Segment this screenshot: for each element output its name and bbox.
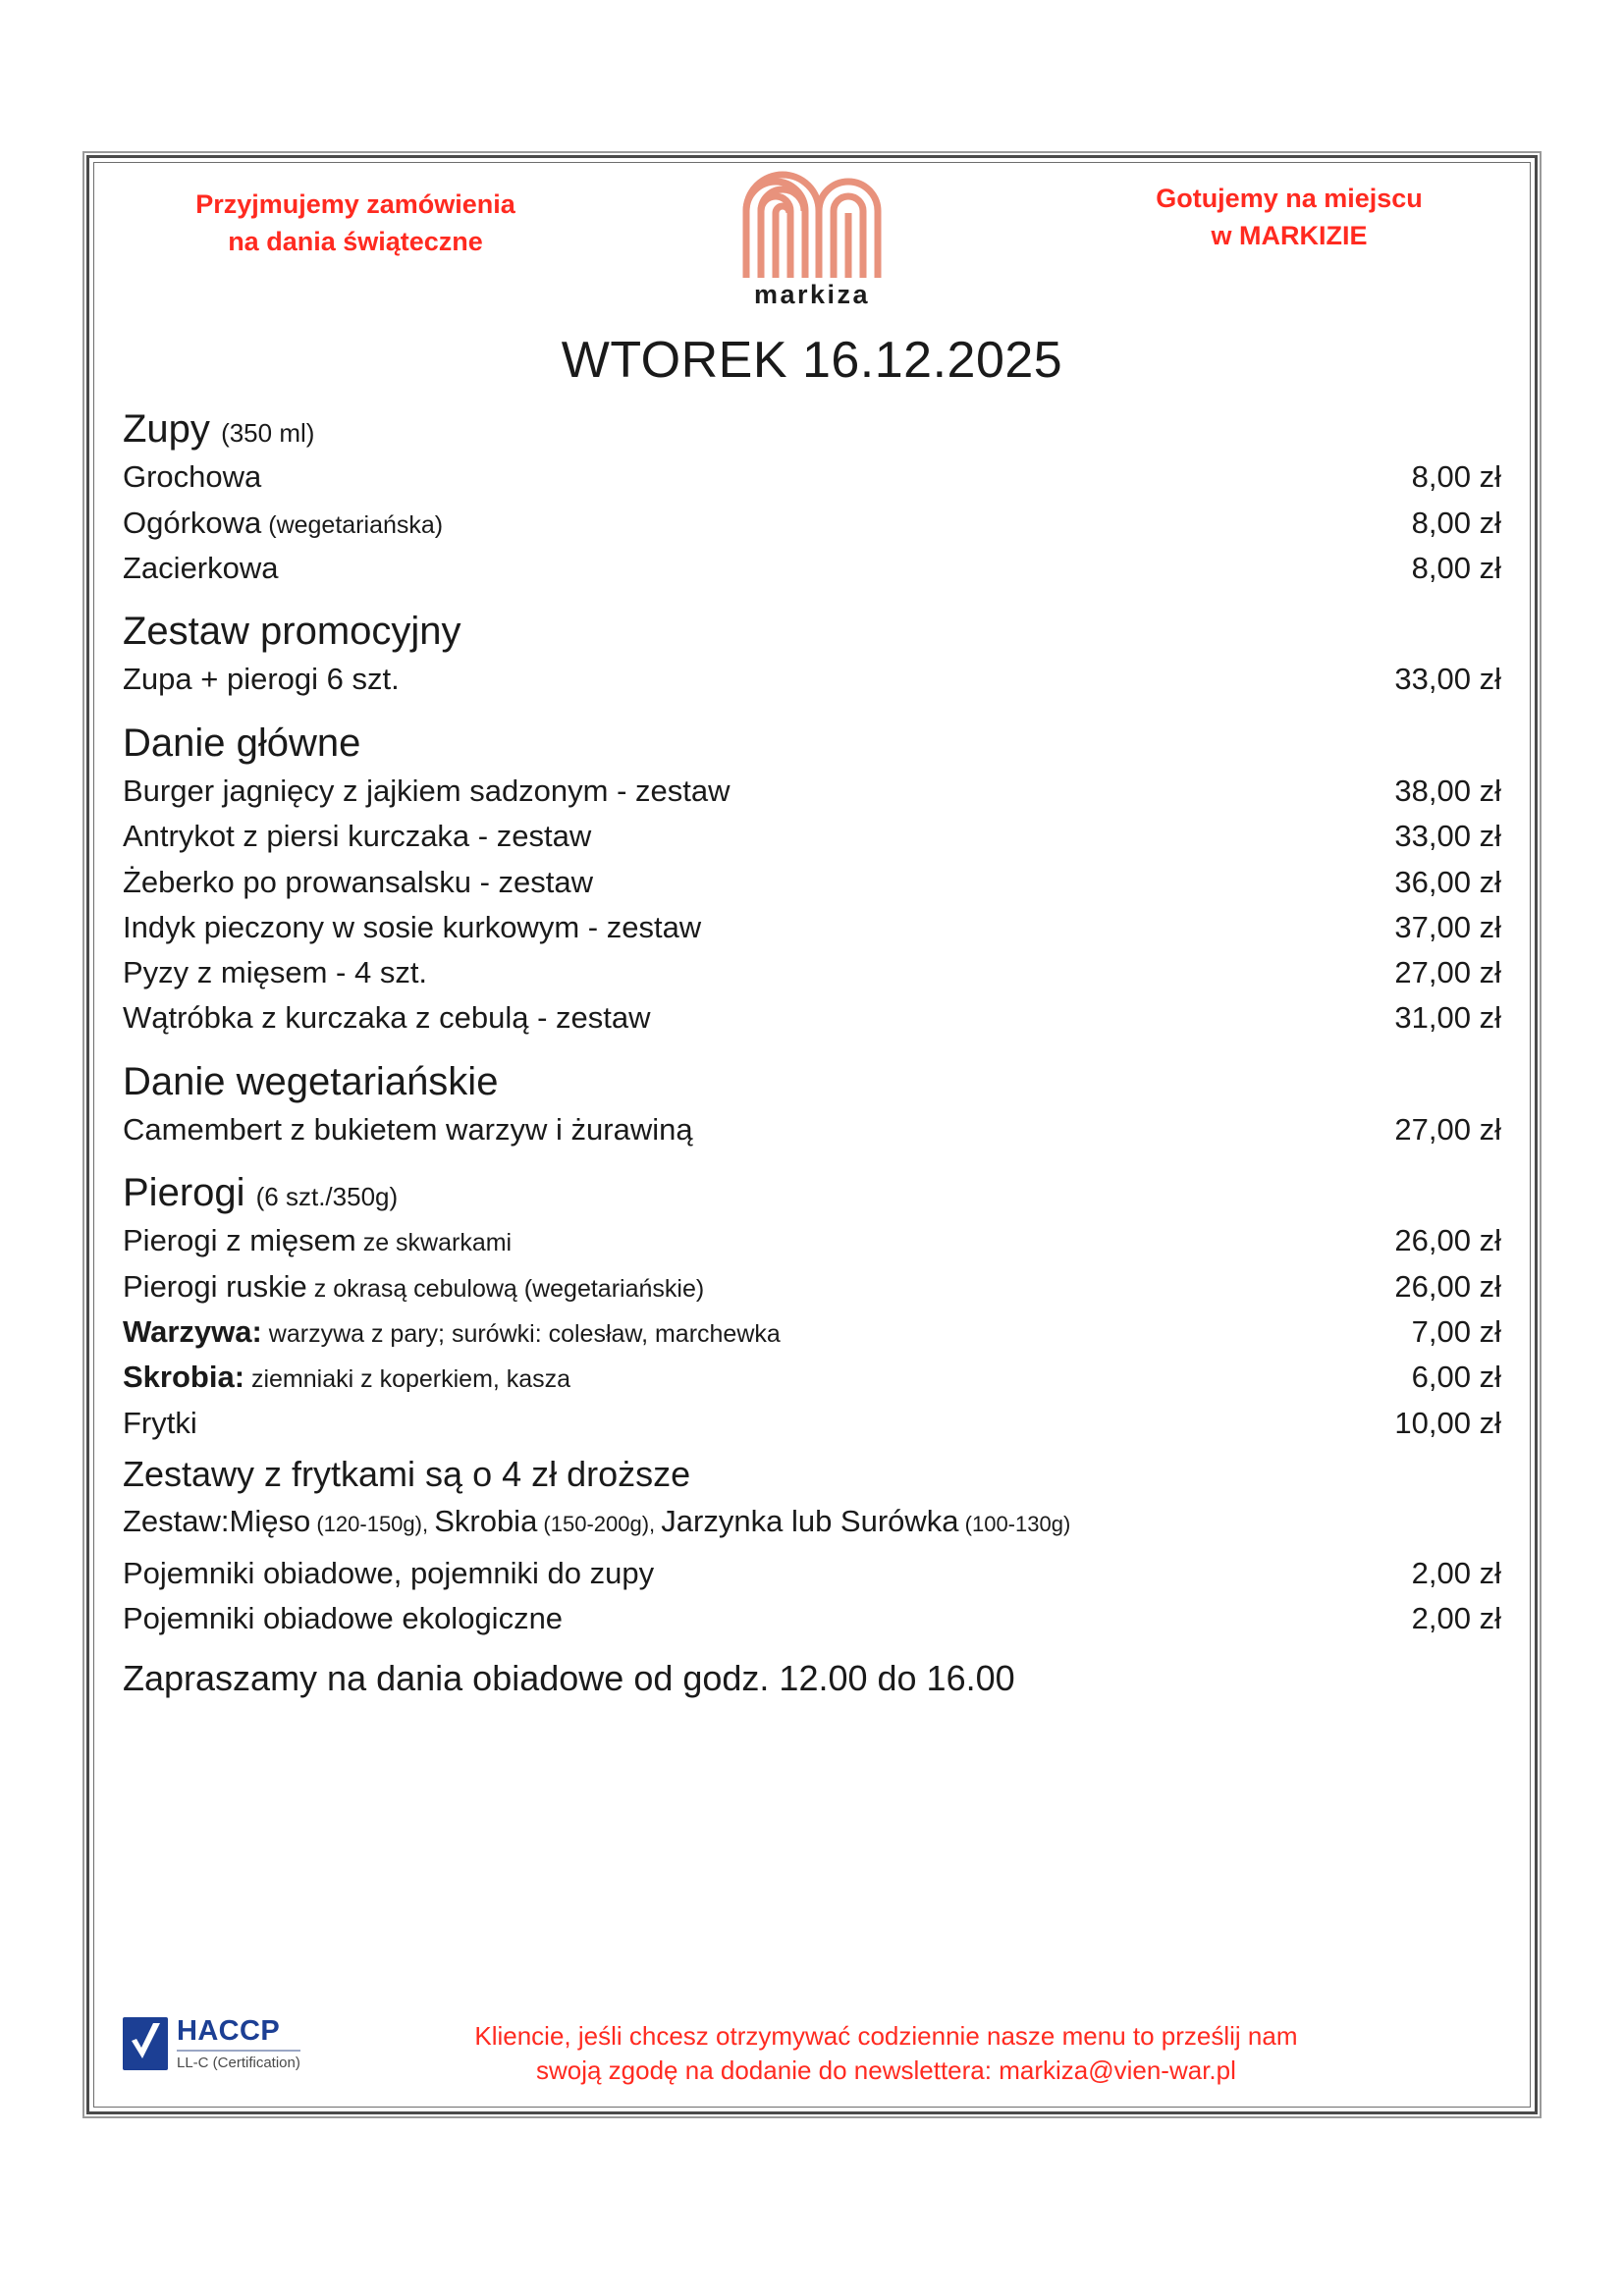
section-heading-label: Danie wegetariańskie — [123, 1059, 499, 1103]
section-heading — [123, 1170, 1501, 1216]
haccp-text — [177, 2017, 300, 2070]
menu-item-price: 26,00 zł — [1394, 1268, 1501, 1304]
menu-item-price: 33,00 zł — [1394, 819, 1501, 854]
container-price: 2,00 zł — [1411, 1601, 1501, 1636]
section-heading-label: Zestaw promocyjny — [123, 610, 461, 654]
menu-item-name — [123, 504, 1315, 543]
haccp-title: HACCP — [177, 2017, 300, 2052]
section-heading-label: Zupy — [123, 407, 210, 452]
menu-item-name — [123, 1110, 1315, 1149]
menu-item-row — [123, 454, 1501, 500]
menu-item-price: 38,00 zł — [1394, 773, 1501, 808]
menu-item-row — [123, 546, 1501, 591]
menu-item-row — [123, 1355, 1501, 1400]
set-veg-weight: (100-130g) — [958, 1511, 1071, 1536]
menu-header — [123, 158, 1501, 333]
menu-item-row — [123, 1107, 1501, 1152]
container-price: 2,00 zł — [1411, 1556, 1501, 1591]
menu-item-label: Zacierkowa — [123, 550, 279, 585]
menu-item-row — [123, 1264, 1501, 1309]
menu-item-name — [123, 998, 1315, 1038]
menu-item-label: Warzywa: — [123, 1313, 262, 1349]
containers-list — [123, 1551, 1501, 1642]
menu-item-label: Ogórkowa — [123, 505, 262, 540]
menu-item-row — [123, 905, 1501, 950]
section-heading-label: Pierogi — [123, 1171, 245, 1215]
menu-item-row — [123, 1309, 1501, 1355]
menu-item-label: Burger jagnięcy z jajkiem sadzonym - zestaw — [123, 773, 731, 808]
fries-surcharge-note: Zestawy z frytkami są o 4 zł droższe — [123, 1453, 691, 1494]
menu-item-price: 31,00 zł — [1394, 1000, 1501, 1036]
section-heading — [123, 406, 1501, 453]
section-heading — [123, 609, 1501, 655]
menu-item-row — [123, 1218, 1501, 1263]
menu-item-label: Grochowa — [123, 459, 262, 495]
container-name: Pojemniki obiadowe ekologiczne — [123, 1601, 564, 1636]
brand-name: markiza — [753, 280, 871, 309]
menu-item-price: 8,00 zł — [1411, 459, 1501, 495]
menu-item-row — [123, 769, 1501, 814]
menu-page — [86, 155, 1538, 2114]
menu-item-price: 36,00 zł — [1394, 864, 1501, 899]
menu-item-name — [123, 1221, 1315, 1260]
set-composition-note — [123, 1498, 1501, 1551]
set-veg: Jarzynka lub Surówka — [661, 1503, 959, 1538]
menu-item-name — [123, 863, 1315, 902]
menu-item-label: Skrobia: — [123, 1360, 245, 1395]
menu-item-label: Zupa + pierogi 6 szt. — [123, 662, 400, 697]
menu-item-name — [123, 817, 1315, 856]
menu-item-label: Antrykot z piersi kurczaka - zestaw — [123, 819, 592, 854]
set-starch-weight: (150-200g), — [537, 1511, 662, 1536]
menu-item-description: z okrasą cebulową (wegetariańskie) — [306, 1274, 705, 1303]
menu-item-price: 33,00 zł — [1394, 662, 1501, 697]
holiday-orders-note — [144, 186, 567, 261]
section-heading-label: Danie główne — [123, 721, 361, 765]
menu-item-label: Pierogi ruskie — [123, 1268, 307, 1304]
menu-item-description: (wegetariańska) — [261, 510, 444, 539]
cooked-on-site-line-1: Gotujemy na miejscu — [1156, 184, 1423, 213]
menu-item-name — [123, 1404, 1315, 1443]
menu-item-price: 6,00 zł — [1411, 1360, 1501, 1395]
section-heading — [123, 1059, 1501, 1105]
menu-item-price: 8,00 zł — [1411, 550, 1501, 585]
opening-hours-note: Zapraszamy na dania obiadowe od godz. 12.00 do 16.00 — [123, 1657, 1015, 1698]
menu-item-row — [123, 1401, 1501, 1446]
menu-item-name — [123, 660, 1315, 699]
holiday-orders-line-1: Przyjmujemy zamówienia — [195, 189, 515, 219]
menu-item-row — [123, 860, 1501, 905]
menu-item-description: ze skwarkami — [355, 1229, 513, 1257]
page-title: WTOREK 16.12.2025 — [561, 332, 1063, 389]
container-row — [123, 1551, 1501, 1596]
menu-item-row — [123, 501, 1501, 546]
cooked-on-site-note — [1093, 180, 1486, 255]
menu-item-price: 8,00 zł — [1411, 505, 1501, 540]
section-heading — [123, 721, 1501, 767]
newsletter-line-2: swoją zgodę na dodanie do newslettera: markiza@vien-war.pl — [535, 2056, 1236, 2086]
markiza-m-icon — [738, 168, 886, 278]
haccp-logo — [123, 2015, 300, 2070]
cooked-on-site-line-2: w MARKIZIE — [1211, 221, 1368, 251]
menu-item-row — [123, 950, 1501, 995]
menu-item-name — [123, 457, 1315, 497]
menu-item-name — [123, 772, 1315, 811]
menu-item-name — [123, 908, 1315, 947]
menu-item-name — [123, 1312, 1315, 1352]
menu-item-description: ziemniaki z koperkiem, kasza — [244, 1365, 571, 1394]
section-portion-size: (6 szt./350g) — [255, 1182, 399, 1212]
set-meat-weight: (120-150g), — [310, 1511, 435, 1536]
menu-item-price: 10,00 zł — [1394, 1405, 1501, 1440]
set-label: Zestaw:Mięso — [123, 1503, 311, 1538]
holiday-orders-line-2: na dania świąteczne — [228, 227, 483, 257]
menu-item-price: 27,00 zł — [1394, 1111, 1501, 1147]
set-starch: Skrobia — [434, 1503, 538, 1538]
menu-item-row — [123, 657, 1501, 702]
menu-footer — [123, 2015, 1501, 2088]
menu-item-price: 37,00 zł — [1394, 909, 1501, 944]
menu-item-name — [123, 953, 1315, 992]
menu-item-price: 7,00 zł — [1411, 1313, 1501, 1349]
newsletter-line-1: Kliencie, jeśli chcesz otrzymywać codziennie nasze menu to prześlij nam — [474, 2021, 1298, 2052]
menu-item-name — [123, 1267, 1315, 1307]
section-portion-size: (350 ml) — [221, 418, 315, 449]
haccp-subtitle: LL-C (Certification) — [177, 2055, 300, 2072]
menu-item-name — [123, 1358, 1315, 1397]
menu-item-label: Indyk pieczony w sosie kurkowym - zestaw — [123, 909, 702, 944]
menu-item-price: 26,00 zł — [1394, 1223, 1501, 1258]
haccp-check-icon — [123, 2017, 168, 2070]
menu-item-name — [123, 549, 1315, 588]
menu-item-label: Wątróbka z kurczaka z cebulą - zestaw — [123, 1000, 651, 1036]
menu-item-label: Żeberko po prowansalsku - zestaw — [123, 864, 594, 899]
menu-item-label: Pierogi z mięsem — [123, 1223, 356, 1258]
container-name: Pojemniki obiadowe, pojemniki do zupy — [123, 1556, 655, 1591]
newsletter-note — [300, 2015, 1501, 2088]
container-row — [123, 1596, 1501, 1641]
menu-item-label: Pyzy z mięsem - 4 szt. — [123, 955, 428, 990]
menu-content — [89, 158, 1535, 2111]
menu-item-label: Camembert z bukietem warzyw i żurawiną — [123, 1111, 693, 1147]
menu-item-label: Frytki — [123, 1405, 197, 1440]
menu-item-price: 27,00 zł — [1394, 955, 1501, 990]
menu-item-row — [123, 814, 1501, 859]
menu-item-row — [123, 995, 1501, 1041]
menu-sections — [123, 406, 1501, 1446]
markiza-logo — [709, 168, 915, 310]
menu-item-description: warzywa z pary; surówki: colesław, marchewka — [261, 1319, 781, 1348]
